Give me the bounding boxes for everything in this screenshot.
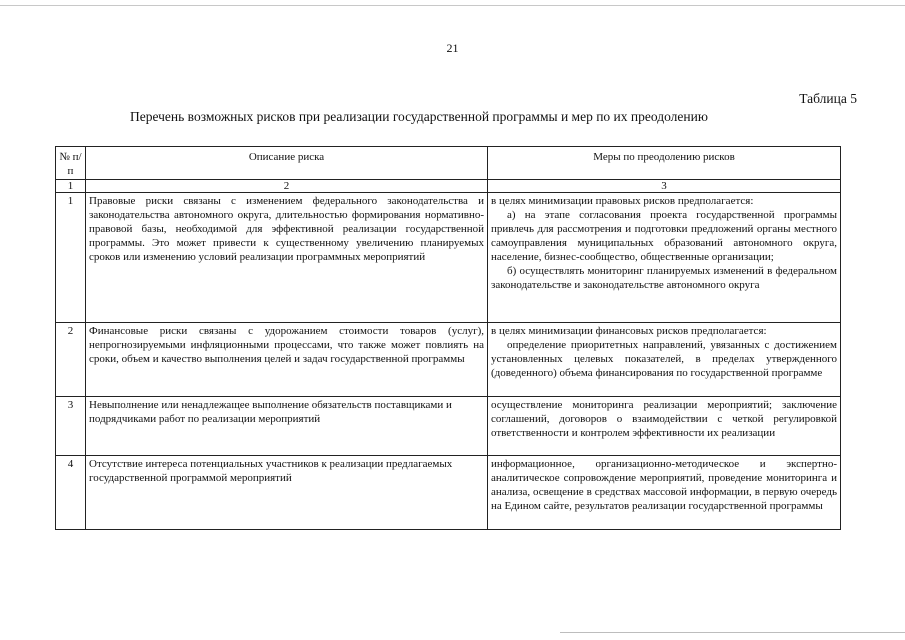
scan-edge-top: [0, 5, 905, 6]
measure-text: информационное, организационно-методическое и экспертно-аналитическое сопровождение мероприятий, проведение мониторинга и анализа, освещение в средствах массовой информации, в первую очередь на Едином сайте, результатов реализации государственной программы: [491, 458, 837, 512]
header-measures: Меры по преодолению рисков: [488, 147, 841, 180]
row-number: 1: [56, 193, 86, 323]
risk-description: Невыполнение или ненадлежащее выполнение обязательств поставщиками и подрядчиками работ по реализации мероприятий: [86, 397, 488, 456]
measure-text: осуществление мониторинга реализации мероприятий; заключение соглашений, договоров о взаимодействии с четкой регулировкой ответственности и контролем эффективности их реализации: [491, 399, 837, 439]
table-row: [56, 397, 841, 456]
table-row: [56, 456, 841, 530]
table-header-row: [56, 147, 841, 180]
row-number: 3: [56, 397, 86, 456]
row-number: 4: [56, 456, 86, 530]
table-row: [56, 323, 841, 397]
page-number: 21: [446, 41, 459, 55]
risk-table: [55, 146, 841, 530]
column-index-row: [56, 180, 841, 193]
header-num: № п/п: [56, 147, 86, 180]
risk-description: Правовые риски связаны с изменением федерального законодательства и законодательства автономного округа, длительностью формирования нормативно-правовой базы, необходимой для эффективной реализации государственной программы. Это может привести к существенному увеличению планируемых сроков или изменению условий реализации программных мероприятий: [86, 193, 488, 323]
row-number: 2: [56, 323, 86, 397]
risk-description: Отсутствие интереса потенциальных участников к реализации предлагаемых государственной программой мероприятий: [86, 456, 488, 530]
scan-edge-bottom: [560, 632, 905, 633]
column-index: 3: [488, 180, 841, 193]
measure-text: в целях минимизации финансовых рисков предполагается:: [491, 325, 767, 337]
risk-measures: [488, 456, 841, 530]
header-description: Описание риска: [86, 147, 488, 180]
risk-measures: [488, 397, 841, 456]
risk-description: Финансовые риски связаны с удорожанием стоимости товаров (услуг), непрогнозируемыми инфляционными процессами, что также может повлиять на сроки, объем и качество выполнения целей и задач государственной программы: [86, 323, 488, 397]
measure-text: а) на этапе согласования проекта государственной программы привлечь для рассмотрения и подготовки предложений органы местного самоуправления муниципальных образований автономного округа, население, бизнес-сообщество, общественные организации;: [491, 209, 837, 263]
measure-text: б) осуществлять мониторинг планируемых изменений в федеральном законодательстве и законодательстве автономного округа: [491, 265, 837, 291]
table-row: [56, 193, 841, 323]
risk-measures: [488, 193, 841, 323]
column-index: 1: [56, 180, 86, 193]
measure-text: в целях минимизации правовых рисков предполагается:: [491, 195, 754, 207]
document-title: Перечень возможных рисков при реализации государственной программы и мер по их преодолению: [130, 109, 708, 124]
measure-text: определение приоритетных направлений, увязанных с достижением установленных целевых показателей, в пределах утвержденного (доведенного) объема финансирования по государственной программе: [491, 339, 837, 379]
table-label: Таблица 5: [799, 91, 857, 106]
risk-measures: [488, 323, 841, 397]
column-index: 2: [86, 180, 488, 193]
